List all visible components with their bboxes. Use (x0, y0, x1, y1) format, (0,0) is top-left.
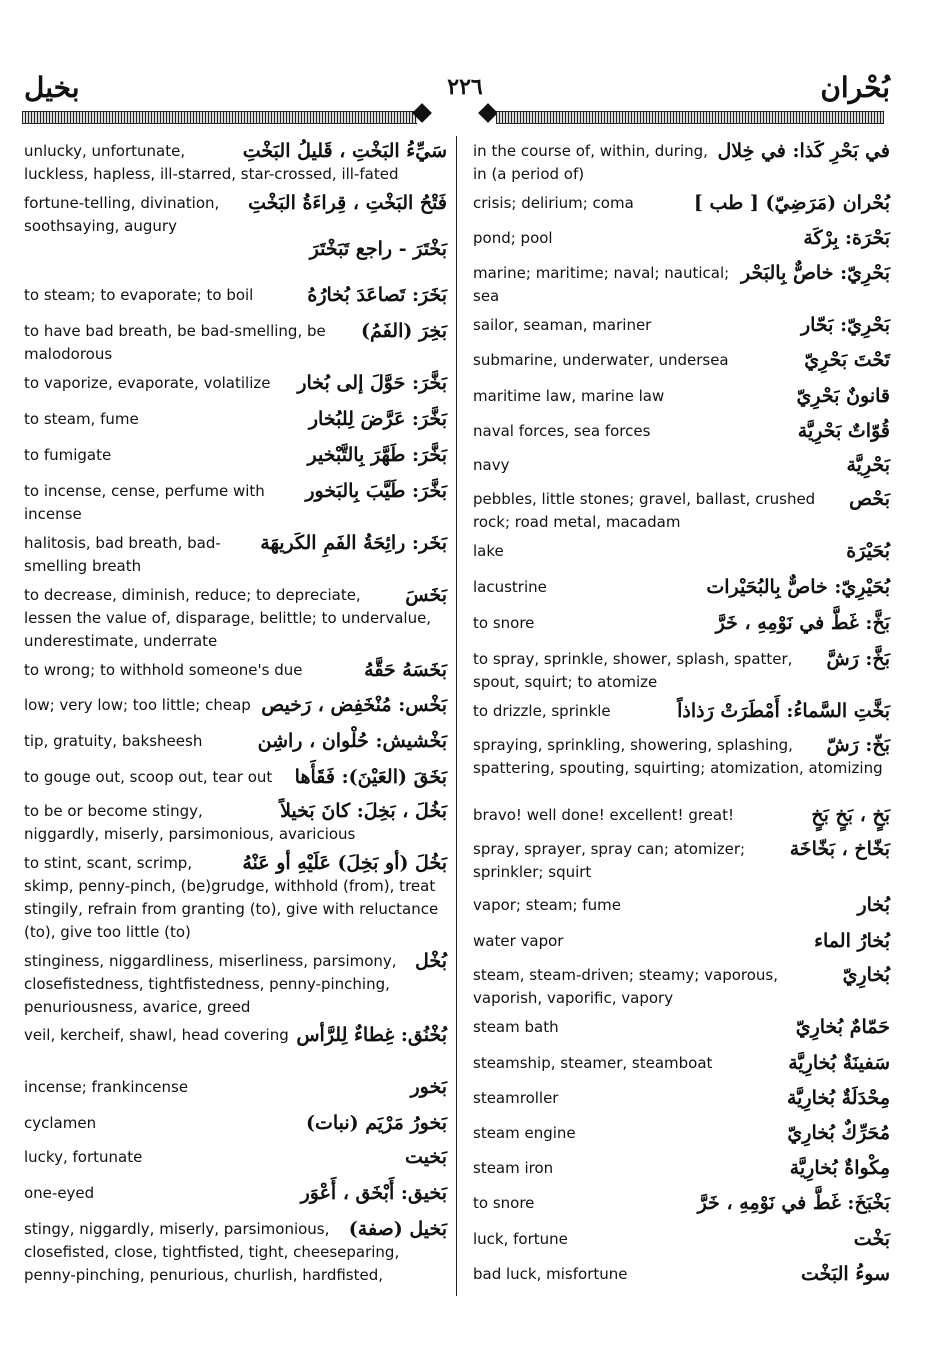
dictionary-entry (473, 1263, 890, 1286)
definition-english: submarine, underwater, undersea (473, 351, 729, 369)
dictionary-entry (24, 1218, 447, 1287)
header-rule-left (22, 111, 417, 124)
headword-arabic: بُخْل (415, 950, 447, 972)
dictionary-entry (24, 659, 447, 682)
headword-arabic: بَخَّرَ: عَرَّضَ لِلبُخار (308, 408, 447, 430)
dictionary-entry (24, 1112, 447, 1135)
definition-english: bad luck, misfortune (473, 1265, 628, 1283)
headword-arabic: مِحْدَلَةٌ بُخارِيَّة (787, 1087, 890, 1109)
definition-english: veil, kercheif, shawl, head covering (24, 1026, 289, 1044)
headword-arabic: سَفينَةٌ بُخارِيَّة (788, 1052, 890, 1074)
definition-english: steam engine (473, 1124, 576, 1142)
definition-english: tip, gratuity, baksheesh (24, 732, 203, 750)
dictionary-entry (473, 1192, 890, 1215)
definition-english: low; very low; too little; cheap (24, 696, 251, 714)
dictionary-entry (473, 576, 890, 599)
dictionary-entry (473, 612, 890, 635)
dictionary-entry (24, 192, 447, 238)
definition-english: in the course of, within, during, in (a period of) (473, 142, 708, 183)
column-divider (456, 136, 457, 1296)
headword-arabic: قُوّاتٌ بَحْرِيَّة (797, 420, 890, 442)
dictionary-entry (473, 227, 890, 250)
headword-arabic: بَخْتَرَ - راجع تَبَخْتَرَ (309, 238, 447, 260)
dictionary-entry (473, 540, 890, 563)
dictionary-entry (473, 262, 890, 308)
definition-english: naval forces, sea forces (473, 422, 651, 440)
definition-english: unlucky, unfortunate, luckless, hapless, ill-starred, star-crossed, ill-fated (24, 142, 399, 183)
definition-english: sailor, seaman, mariner (473, 316, 652, 334)
dictionary-entry (473, 734, 890, 780)
dictionary-entry (24, 444, 447, 467)
dictionary-entry (473, 804, 890, 827)
page-number: ٢٢٦ (447, 74, 483, 100)
definition-english: one-eyed (24, 1184, 95, 1202)
headword-arabic: بُخارُ الماء (814, 930, 890, 952)
headword-arabic: تَحْتَ بَحْرِيّ (804, 349, 890, 371)
definition-english: navy (473, 456, 510, 474)
definition-english: incense; frankincense (24, 1078, 189, 1096)
definition-english: vapor; steam; fume (473, 896, 621, 914)
dictionary-entry (24, 1024, 447, 1047)
dictionary-entry (24, 852, 447, 944)
dictionary-entry (473, 894, 890, 917)
definition-english: lucky, fortunate (24, 1148, 143, 1166)
definition-english: pond; pool (473, 229, 553, 247)
headword-arabic: بَحْرِيّ: بَحّار (800, 314, 890, 336)
definition-english: to vaporize, evaporate, volatilize (24, 374, 271, 392)
headword-arabic: بُخْنُق: غِطاءٌ لِلرَّأس (296, 1024, 447, 1046)
headword-arabic: بَخَّرَ: طَهَّرَ بِالتَّبْخير (307, 444, 447, 466)
definition-english: to fumigate (24, 446, 112, 464)
definition-english: bravo! well done! excellent! great! (473, 806, 734, 824)
dictionary-entry (473, 700, 890, 723)
definition-english: to spray, sprinkle, shower, splash, spatter, spout, squirt; to atomize (473, 650, 793, 691)
dictionary-entry (24, 320, 447, 366)
dictionary-entry (473, 1052, 890, 1075)
dictionary-entry (473, 1087, 890, 1110)
dictionary-entry (24, 950, 447, 1019)
headword-arabic: بَخَر: رائِحَةُ الفَمِ الكَريهَة (260, 532, 447, 554)
definition-english: marine; maritime; naval; nautical; sea (473, 264, 730, 305)
dictionary-entry (24, 408, 447, 431)
header-word-right: بُحْران (820, 71, 890, 104)
headword-arabic: بَخيت (405, 1146, 447, 1168)
definition-english: to stint, scant, scrimp, skimp, penny-pinch, (be)grudge, withhold (from), treat stingily, refrain from granting (to), give with reluctance (to), give too little (to) (24, 854, 439, 941)
headword-arabic: بُخار (857, 894, 890, 916)
headword-arabic: بَخُلَ (أو بَخِلَ) عَلَيْهِ أو عَنْهُ (242, 852, 447, 874)
definition-english: steam bath (473, 1018, 559, 1036)
headword-arabic: بَخورُ مَرْيَم (نبات) (305, 1112, 447, 1134)
headword-arabic: بَخَّ: غَطَّ في نَوْمِهِ ، خَرَّ (715, 612, 890, 634)
definition-english: to steam; to evaporate; to boil (24, 286, 254, 304)
dictionary-entry (473, 1016, 890, 1039)
headword-arabic: فَتْحُ البَخْتِ ، قِراءَةُ البَخْتِ (248, 192, 447, 214)
dictionary-entry (24, 284, 447, 307)
dictionary-entry (24, 730, 447, 753)
definition-english: to snore (473, 614, 535, 632)
dictionary-entry (24, 800, 447, 846)
dictionary-entry (24, 140, 447, 186)
dictionary-entry (473, 930, 890, 953)
definition-english: to steam, fume (24, 410, 139, 428)
dictionary-entry (473, 420, 890, 443)
dictionary-entry (473, 349, 890, 372)
dictionary-entry (473, 140, 890, 186)
dictionary-entry (473, 838, 890, 884)
definition-english: lake (473, 542, 504, 560)
headword-arabic: بَخور (410, 1076, 447, 1098)
dictionary-entry (24, 584, 447, 653)
definition-english: spray, sprayer, spray can; atomizer; sprinkler; squirt (473, 840, 746, 881)
definition-english: to gouge out, scoop out, tear out (24, 768, 273, 786)
dictionary-entry (473, 488, 890, 534)
headword-arabic: بَخْت (853, 1228, 890, 1250)
header-word-left: بخيل (24, 71, 80, 104)
definition-english: crisis; delirium; coma (473, 194, 634, 212)
definition-english: halitosis, bad breath, bad-smelling breath (24, 534, 221, 575)
headword-arabic: بُحَيْرَة (846, 540, 890, 562)
headword-arabic: بَخْبَخَ: غَطَّ في نَوْمِهِ ، خَرَّ (697, 1192, 890, 1214)
headword-arabic: بُخارِيّ (842, 964, 890, 986)
headword-arabic: بَحْرَة: بِرْكَة (803, 227, 890, 249)
headword-arabic: بَخُلَ ، بَخِلَ: كانَ بَخيلاً (280, 800, 447, 822)
definition-english: lacustrine (473, 578, 547, 596)
dictionary-entry (24, 1146, 447, 1169)
dictionary-entry (473, 1157, 890, 1180)
dictionary-entry (473, 314, 890, 337)
headword-arabic: بَخَرَ: تَصاعَدَ بُخارُهُ (307, 284, 447, 306)
headword-arabic: بَخٍ ، بَخٍ بَخٍ (811, 804, 890, 826)
definition-english: steamship, steamer, steamboat (473, 1054, 713, 1072)
headword-arabic: بَخَّتِ السَّماءُ: أَمْطَرَتْ رَذاذاً (677, 700, 890, 722)
headword-arabic: بَخْشيش: حُلْوان ، راشِن (257, 730, 447, 752)
headword-arabic: سَيِّءُ البَخْتِ ، قَليلُ البَخْتِ (242, 140, 447, 162)
dictionary-entry (24, 694, 447, 717)
headword-arabic: بَخِرَ (الفَمُ) (361, 320, 447, 342)
definition-english: steam, steam-driven; steamy; vaporous, vaporish, vaporific, vapory (473, 966, 778, 1007)
headword-arabic: في بَحْرِ كَذا: في خِلال (717, 140, 890, 162)
dictionary-entry (24, 480, 447, 526)
definition-english: cyclamen (24, 1114, 97, 1132)
definition-english: fortune-telling, divination, soothsaying, augury (24, 194, 220, 235)
headword-arabic: بَخَّ: رَشَّ (826, 648, 890, 670)
headword-arabic: بَخَّرَ: طَيَّبَ بِالبَخور (305, 480, 447, 502)
dictionary-entry (473, 964, 890, 1010)
definition-english: spraying, sprinkling, showering, splashing, spattering, spouting, squirting; atomization, atomizing (473, 736, 883, 777)
dictionary-entry (473, 1228, 890, 1251)
headword-arabic: مُحَرِّكٌ بُخارِيّ (787, 1122, 890, 1144)
definition-english: stinginess, niggardliness, miserliness, parsimony, closefistedness, tightfistedness, penny-pinching, penuriousness, avarice, greed (24, 952, 397, 1016)
definition-english: steamroller (473, 1089, 559, 1107)
definition-english: stingy, niggardly, miserly, parsimonious, closefisted, close, tightfisted, tight, cheeseparing, penny-pinching, penurious, churlish, hardfisted, (24, 1220, 400, 1284)
headword-arabic: بَخْس: مُنْخَفِض ، رَخيص (261, 694, 447, 716)
headword-arabic: بُحَيْرِيّ: خاصٌّ بِالبُحَيْرات (706, 576, 890, 598)
definition-english: to snore (473, 1194, 535, 1212)
headword-arabic: بَحْرِيَّة (846, 454, 890, 476)
dictionary-entry (24, 372, 447, 395)
definition-english: to be or become stingy, niggardly, miserly, parsimonious, avaricious (24, 802, 356, 843)
headword-arabic: قانونٌ بَحْرِيّ (796, 385, 890, 407)
definition-english: maritime law, marine law (473, 387, 665, 405)
headword-arabic: بَخَسَ (405, 584, 447, 606)
headword-arabic: بَحْص (849, 488, 890, 510)
headword-arabic: مِكْواةٌ بُخارِيَّة (789, 1157, 890, 1179)
headword-arabic: بَخيل (صفة) (348, 1218, 447, 1240)
headword-arabic: بُحْران (مَرَضِيّ) [ طب ] (693, 192, 890, 214)
definition-english: luck, fortune (473, 1230, 568, 1248)
headword-arabic: بَخّ: رَشّ (826, 734, 890, 756)
definition-english: to decrease, diminish, reduce; to depreciate, lessen the value of, disparage, belittle; to undervalue, underestimate, underrate (24, 586, 432, 650)
dictionary-entry (24, 238, 447, 261)
dictionary-entry (473, 385, 890, 408)
headword-arabic: بَخَقَ (العَيْنَ): فَقَأَها (294, 766, 447, 788)
dictionary-entry (24, 532, 447, 578)
headword-arabic: بَحْرِيّ: خاصٌّ بِالبَحْر (740, 262, 890, 284)
header-ornament-right (478, 103, 498, 123)
headword-arabic: بَخَّرَ: حَوَّلَ إلى بُخار (297, 372, 447, 394)
headword-arabic: بَخَسَهُ حَقَّهُ (364, 659, 447, 681)
definition-english: water vapor (473, 932, 564, 950)
definition-english: to have bad breath, be bad-smelling, be malodorous (24, 322, 326, 363)
dictionary-entry (24, 1182, 447, 1205)
headword-arabic: بَخيق: أَبْخَق ، أَعْوَر (300, 1182, 447, 1204)
definition-english: to incense, cense, perfume with incense (24, 482, 265, 523)
dictionary-entry (473, 1122, 890, 1145)
dictionary-entry (473, 192, 890, 215)
definition-english: to wrong; to withhold someone's due (24, 661, 303, 679)
headword-arabic: سوءُ البَخْت (800, 1263, 890, 1285)
definition-english: to drizzle, sprinkle (473, 702, 611, 720)
definition-english: steam iron (473, 1159, 554, 1177)
dictionary-entry (24, 1076, 447, 1099)
dictionary-entry (24, 766, 447, 789)
dictionary-entry (473, 648, 890, 694)
header-rule-right (496, 111, 884, 124)
headword-arabic: بَخّاخ ، بَخّاخَة (789, 838, 890, 860)
headword-arabic: حَمّامٌ بُخارِيّ (795, 1016, 890, 1038)
definition-english: pebbles, little stones; gravel, ballast, crushed rock; road metal, macadam (473, 490, 816, 531)
dictionary-entry (473, 454, 890, 477)
